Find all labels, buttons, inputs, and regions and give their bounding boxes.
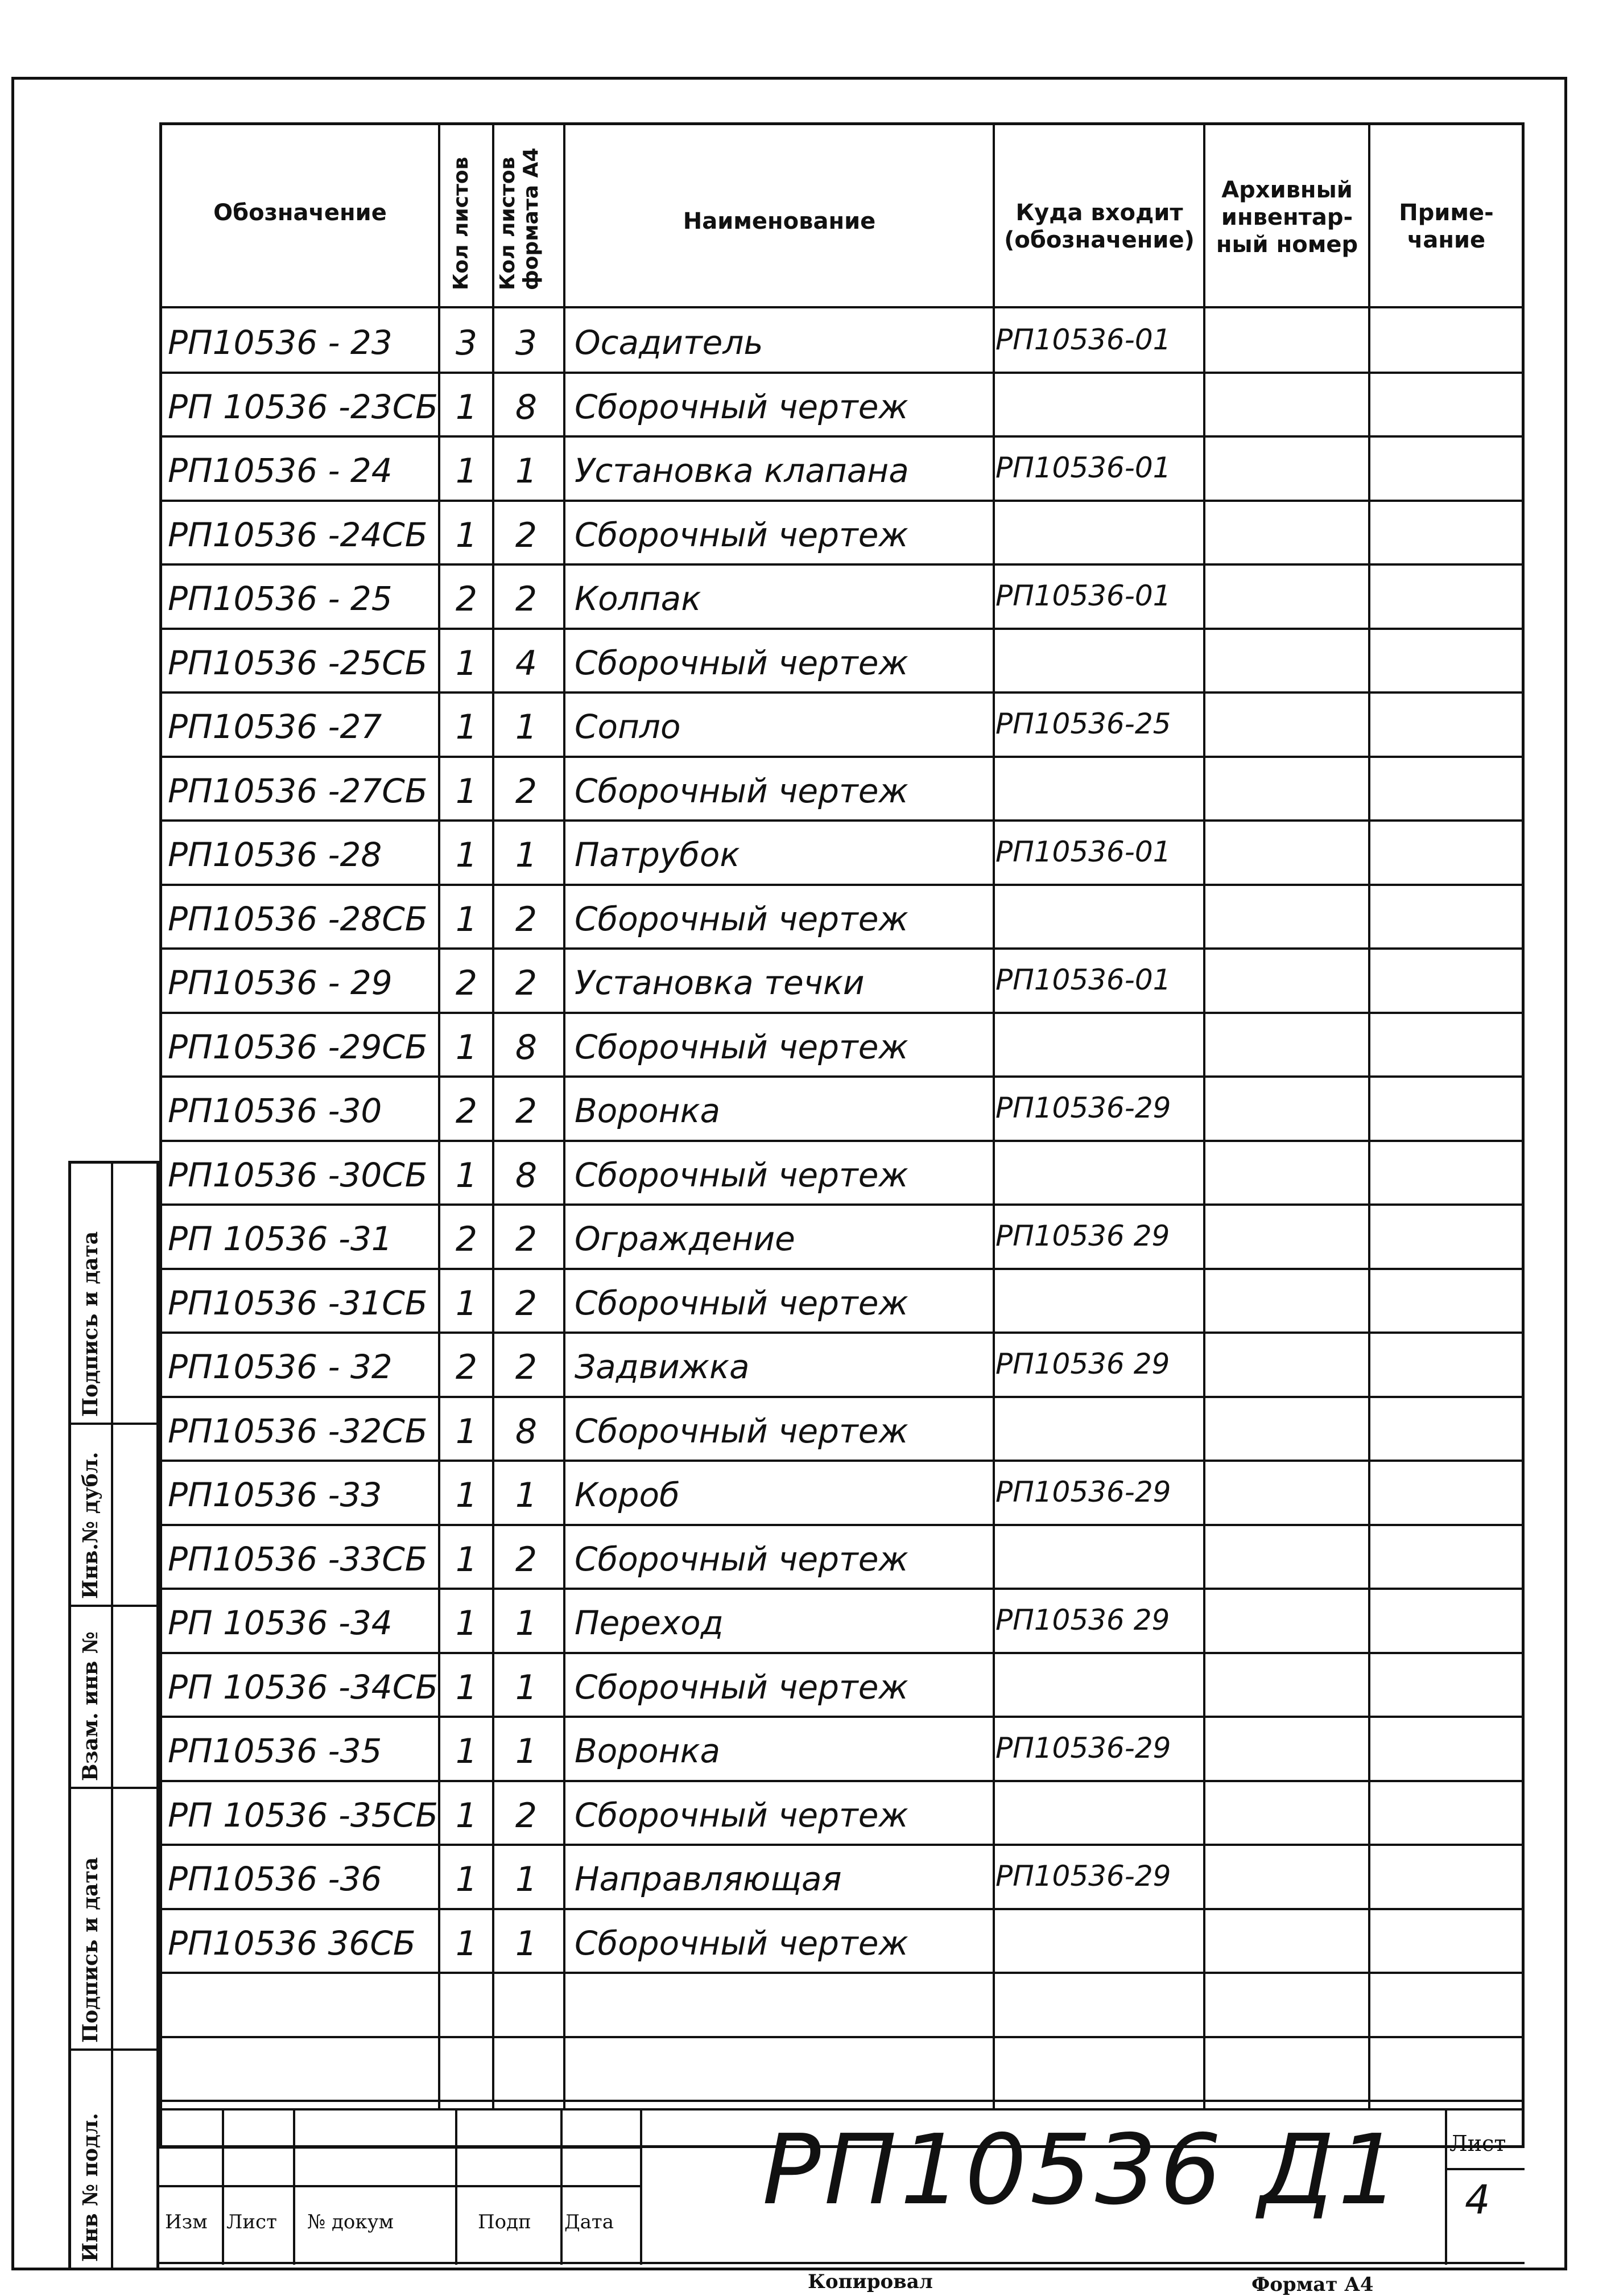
row-sheets: 1 (455, 771, 478, 811)
row-name: Сборочный чертеж (575, 1027, 908, 1066)
row-designation: РП10536 -24СБ (168, 515, 428, 554)
tb-bottom (159, 2262, 1525, 2264)
row-sheets-a4: 1 (515, 1667, 538, 1708)
row-parent: РП10536-29 (995, 1732, 1171, 1765)
row-designation: РП10536 -30СБ (168, 1155, 428, 1194)
row-sheets-a4: 1 (515, 707, 538, 747)
header-note-line2: чание (1407, 227, 1486, 253)
row-separator (159, 2036, 1525, 2038)
row-designation: РП10536 -25СБ (168, 643, 428, 682)
tb-col-2 (293, 2108, 295, 2265)
row-sheets-a4: 1 (515, 1604, 538, 1643)
row-name: Сборочный чертеж (575, 387, 908, 426)
col-line-4 (993, 122, 995, 2108)
row-name: Колпак (575, 579, 701, 618)
row-designation: РП10536 -29СБ (168, 1027, 428, 1066)
row-parent: РП10536-01 (995, 323, 1171, 356)
row-name: Сборочный чертеж (575, 1539, 908, 1578)
row-designation: РП 10536 -34 (168, 1604, 393, 1642)
side-stamp-signature-top: Подпись и дата (79, 1231, 102, 1417)
row-name: Направляющая (575, 1860, 842, 1898)
row-sheets: 1 (455, 707, 478, 747)
row-name: Патрубок (575, 835, 740, 874)
row-sheets: 2 (455, 1219, 478, 1259)
tb-list: Лист (226, 2211, 277, 2233)
row-designation: РП 10536 -23СБ (168, 387, 438, 426)
row-separator (159, 884, 1525, 886)
row-designation: РП10536 - 29 (168, 963, 393, 1002)
row-sheets-a4: 2 (515, 1219, 538, 1259)
header-name: Наименование (683, 208, 876, 234)
tb-podp: Подп (478, 2211, 531, 2233)
row-sheets-a4: 8 (515, 387, 538, 427)
row-designation: РП10536 - 25 (168, 579, 393, 618)
row-sheets: 2 (455, 1347, 478, 1387)
row-sheets-a4: 2 (515, 1347, 538, 1387)
tb-data: Дата (564, 2211, 614, 2233)
row-name: Задвижка (575, 1347, 750, 1386)
footer-format: Формат А4 (1251, 2273, 1374, 2296)
row-sheets-a4: 1 (515, 1475, 538, 1515)
row-sheets: 1 (455, 1411, 478, 1452)
row-parent: РП10536-01 (995, 451, 1171, 484)
title-block-top (159, 2108, 1525, 2110)
header-sheets-a4-line1: Кол листов (496, 156, 519, 290)
row-parent: РП10536 29 (995, 1604, 1170, 1637)
col-line-6 (1368, 122, 1370, 2108)
row-separator (159, 1396, 1525, 1398)
col-line-3 (563, 122, 565, 2108)
row-separator (159, 756, 1525, 758)
row-separator (159, 1075, 1525, 1078)
row-designation: РП10536 -28СБ (168, 899, 428, 938)
row-parent: РП10536-29 (995, 1475, 1171, 1508)
header-parent (995, 199, 1203, 254)
tb-sheet-label: Лист (1449, 2131, 1506, 2156)
row-designation: РП10536 -33 (168, 1475, 382, 1514)
row-separator (159, 372, 1525, 374)
header-archive-line2: инвентар- (1221, 204, 1353, 230)
row-separator (159, 1332, 1525, 1334)
row-sheets-a4: 8 (515, 1155, 538, 1196)
tb-col-3 (455, 2108, 457, 2265)
row-sheets: 1 (455, 835, 478, 875)
row-name: Сопло (575, 707, 681, 746)
row-sheets: 1 (455, 387, 478, 427)
row-sheets-a4: 1 (515, 1923, 538, 1964)
row-sheets: 1 (455, 1923, 478, 1964)
header-sheets (449, 157, 473, 290)
row-name: Воронка (575, 1091, 721, 1130)
row-designation: РП10536 -35 (168, 1732, 382, 1770)
row-name: Сборочный чертеж (575, 899, 908, 938)
row-parent: РП10536-01 (995, 835, 1171, 868)
row-sheets: 1 (455, 899, 478, 939)
row-sheets: 1 (455, 1475, 478, 1515)
row-designation: РП10536 -33СБ (168, 1539, 428, 1578)
row-sheets: 1 (455, 1604, 478, 1643)
row-sheets-a4: 3 (515, 323, 538, 363)
row-designation: РП10536 -30 (168, 1091, 382, 1130)
row-name: Ограждение (575, 1219, 795, 1258)
side-stamp-signature-bottom: Подпись и дата (79, 1857, 102, 2043)
header-designation: Обозначение (213, 200, 387, 226)
row-sheets: 1 (455, 1539, 478, 1580)
row-sheets: 1 (455, 643, 478, 683)
row-sheets-a4: 4 (515, 643, 538, 683)
row-sheets-a4: 1 (515, 1860, 538, 1899)
row-sheets: 1 (455, 1667, 478, 1708)
row-designation: РП10536 - 24 (168, 451, 393, 490)
row-sheets-a4: 1 (515, 451, 538, 491)
row-parent: РП10536-29 (995, 1860, 1171, 1893)
row-separator (159, 1203, 1525, 1206)
row-parent: РП10536 29 (995, 1347, 1170, 1380)
row-name: Сборочный чертеж (575, 1795, 908, 1835)
side-stamp-sep-3 (68, 1787, 159, 1789)
row-name: Сборочный чертеж (575, 643, 908, 682)
row-designation: РП10536 -31СБ (168, 1283, 428, 1322)
row-separator (159, 1908, 1525, 1910)
row-sheets: 2 (455, 1091, 478, 1131)
tb-col-5 (640, 2108, 642, 2265)
row-parent: РП10536 29 (995, 1219, 1170, 1252)
row-sheets: 1 (455, 1283, 478, 1324)
row-separator (159, 1780, 1525, 1782)
row-separator (159, 628, 1525, 630)
row-designation: РП10536 36СБ (168, 1923, 416, 1963)
row-separator (159, 691, 1525, 694)
tb-dokum: № докум (307, 2211, 394, 2233)
row-designation: РП10536 -36 (168, 1860, 382, 1898)
row-sheets: 1 (455, 1795, 478, 1836)
row-separator (159, 1140, 1525, 1142)
row-name: Воронка (575, 1732, 721, 1770)
row-name: Сборочный чертеж (575, 515, 908, 554)
col-line-5 (1203, 122, 1205, 2108)
col-line-2 (492, 122, 494, 2108)
row-separator (159, 1844, 1525, 1846)
row-sheets-a4: 8 (515, 1027, 538, 1067)
header-sheets-a4 (496, 147, 543, 290)
row-name: Короб (575, 1475, 680, 1514)
header-sheets-a4-line2: формата А4 (519, 147, 543, 290)
row-sheets: 2 (455, 579, 478, 619)
tb-sheet-sep (1445, 2168, 1525, 2170)
tb-col-4 (560, 2108, 563, 2265)
row-separator (159, 1460, 1525, 1462)
side-stamp-sep-4 (68, 2048, 159, 2051)
row-name: Осадитель (575, 323, 763, 362)
tb-col-1 (222, 2108, 224, 2265)
header-parent-line1: Куда входит (1015, 200, 1183, 226)
row-sheets: 2 (455, 963, 478, 1003)
header-sheets-label: Кол листов (449, 156, 473, 290)
row-designation: РП10536 - 23 (168, 323, 393, 362)
row-separator (159, 1588, 1525, 1590)
row-sheets: 3 (455, 323, 478, 363)
row-sheets-a4: 2 (515, 771, 538, 811)
header-archive-line1: Архивный (1221, 177, 1353, 203)
header-parent-line2: (обозначение) (1004, 227, 1195, 253)
row-designation: РП10536 - 32 (168, 1347, 393, 1386)
row-separator (159, 1972, 1525, 1974)
row-designation: РП 10536 -31 (168, 1219, 393, 1258)
side-stamp-inv-dubl: Инв.№ дубл. (79, 1452, 102, 1599)
col-line-1 (438, 122, 440, 2108)
row-separator (159, 1524, 1525, 1526)
side-stamp-sep-2 (68, 1605, 159, 1607)
row-sheets-a4: 2 (515, 963, 538, 1003)
row-name: Сборочный чертеж (575, 1283, 908, 1322)
row-separator (159, 819, 1525, 822)
row-separator (159, 500, 1525, 502)
row-sheets-a4: 8 (515, 1411, 538, 1452)
tb-sheet-number: 4 (1465, 2177, 1490, 2223)
row-parent: РП10536-01 (995, 579, 1171, 612)
row-designation: РП 10536 -34СБ (168, 1667, 438, 1706)
row-designation: РП10536 -28 (168, 835, 382, 874)
side-stamp-vzam-inv: Взам. инв № (79, 1631, 102, 1781)
document-code: РП10536 Д1 (762, 2114, 1403, 2227)
row-sheets-a4: 2 (515, 1091, 538, 1131)
row-separator (159, 435, 1525, 438)
row-name: Установка клапана (575, 451, 909, 490)
header-note (1371, 199, 1522, 254)
row-separator (159, 563, 1525, 566)
row-sheets: 1 (455, 1027, 478, 1067)
row-sheets: 1 (455, 1732, 478, 1771)
side-stamp-sep-1 (68, 1423, 159, 1425)
row-name: Сборочный чертеж (575, 771, 908, 810)
row-sheets-a4: 1 (515, 835, 538, 875)
title-block-row-1 (159, 2146, 640, 2149)
row-sheets: 1 (455, 451, 478, 491)
row-name: Сборочный чертеж (575, 1155, 908, 1194)
side-stamp-inv-podl: Инв № подл. (79, 2113, 102, 2262)
row-sheets-a4: 2 (515, 579, 538, 619)
row-separator (159, 947, 1525, 950)
row-separator (159, 2100, 1525, 2102)
row-name: Установка течки (575, 963, 865, 1002)
row-sheets-a4: 2 (515, 1539, 538, 1580)
row-separator (159, 1716, 1525, 1718)
row-sheets: 1 (455, 1860, 478, 1899)
row-name: Сборочный чертеж (575, 1923, 908, 1963)
row-sheets: 1 (455, 1155, 478, 1196)
header-archive (1206, 176, 1368, 258)
row-separator (159, 1012, 1525, 1014)
row-name: Сборочный чертеж (575, 1411, 908, 1450)
header-separator (159, 306, 1525, 308)
row-sheets-a4: 2 (515, 515, 538, 555)
title-block-row-2 (159, 2185, 640, 2187)
row-sheets-a4: 1 (515, 1732, 538, 1771)
header-archive-line3: ный номер (1216, 232, 1358, 258)
row-separator (159, 1652, 1525, 1654)
row-parent: РП10536-29 (995, 1091, 1171, 1124)
footer-copied: Копировал (808, 2270, 933, 2293)
row-designation: РП 10536 -35СБ (168, 1795, 438, 1835)
tb-izm: Изм (165, 2211, 208, 2233)
row-designation: РП10536 -27СБ (168, 771, 428, 810)
row-sheets-a4: 2 (515, 1795, 538, 1836)
row-designation: РП10536 -27 (168, 707, 382, 746)
side-stamp-divider (111, 1161, 113, 2270)
row-separator (159, 1268, 1525, 1270)
tb-col-6 (1445, 2108, 1447, 2265)
row-name: Переход (575, 1604, 724, 1642)
row-name: Сборочный чертеж (575, 1667, 908, 1706)
row-parent: РП10536-01 (995, 963, 1171, 996)
header-note-line1: Приме- (1399, 200, 1494, 226)
row-sheets-a4: 2 (515, 899, 538, 939)
row-designation: РП10536 -32СБ (168, 1411, 428, 1450)
row-parent: РП10536-25 (995, 707, 1171, 740)
row-sheets-a4: 2 (515, 1283, 538, 1324)
row-sheets: 1 (455, 515, 478, 555)
